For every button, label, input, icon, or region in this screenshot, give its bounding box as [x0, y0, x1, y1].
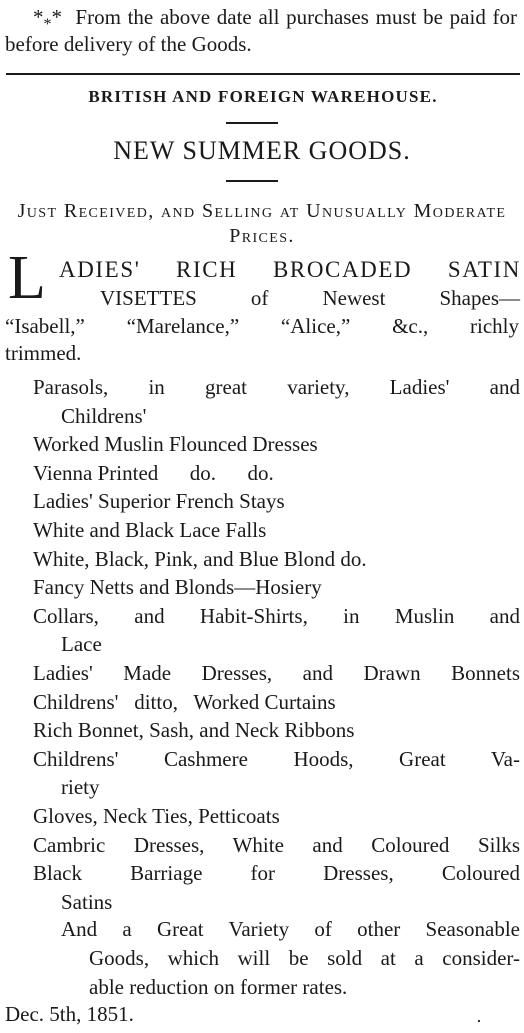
list-item — [33, 716, 520, 745]
drop-cap: L — [8, 244, 46, 312]
list-item-continuation: riety — [61, 775, 100, 800]
list-item-text: Fancy Netts and Blonds—Hosiery — [33, 575, 322, 600]
asterisk-mark-low: * — [43, 16, 52, 34]
closing-line: And a Great Variety of other Seasonable — [61, 917, 520, 941]
list-item-text: Ladies' Superior French Stays — [33, 489, 285, 514]
date-line: Dec. 5th, 1851. — [5, 1002, 134, 1026]
closing-line: able reduction on former rates. — [89, 975, 348, 999]
lead-line: trimmed. — [5, 341, 82, 365]
asterisk-mark: * — [33, 5, 44, 29]
list-item-text: Childrens' Cashmere Hoods, Great Va- — [33, 746, 520, 771]
list-item-continuation: Satins — [61, 889, 113, 914]
list-item-text: White, Black, Pink, and Blue Blond do. — [33, 546, 367, 571]
short-divider — [226, 180, 278, 182]
list-item — [33, 430, 520, 459]
lead-line: VISETTES of Newest Shapes— — [100, 286, 520, 310]
list-item — [33, 602, 520, 659]
list-item-text: Ladies' Made Dresses, and Drawn Bonnets — [33, 660, 520, 685]
payment-notice — [5, 4, 517, 58]
payment-notice-text: From the above date all purchases must be paid for before delivery of the Goods. — [5, 5, 518, 56]
print-speck — [478, 1020, 480, 1022]
list-item — [33, 516, 520, 545]
goods-list — [0, 373, 524, 916]
list-item-text: Cambric Dresses, White and Coloured Silks — [33, 832, 520, 857]
page-title: NEW SUMMER GOODS. — [113, 136, 411, 165]
list-item — [33, 859, 520, 916]
lead-line: “Isabell,” “Marelance,” “Alice,” &c., richly — [5, 314, 519, 338]
lead-line: ADIES' RICH BROCADED SATIN — [59, 257, 521, 282]
list-item — [33, 659, 520, 688]
asterisk-mark: * — [51, 5, 62, 29]
short-divider — [226, 122, 278, 124]
list-item — [33, 487, 520, 516]
list-item — [33, 373, 520, 430]
list-item-text: Worked Muslin Flounced Dresses — [33, 432, 318, 457]
list-item-text: Rich Bonnet, Sash, and Neck Ribbons — [33, 718, 355, 743]
list-item — [33, 802, 520, 831]
list-item — [33, 573, 520, 602]
list-item — [33, 831, 520, 860]
list-item — [33, 688, 520, 717]
list-item-text: Black Barriage for Dresses, Coloured — [33, 861, 520, 886]
list-item-text: Childrens' ditto, Worked Curtains — [33, 689, 336, 714]
list-item-text: Collars, and Habit-Shirts, in Muslin and — [33, 603, 520, 628]
list-item-continuation: Childrens' — [61, 403, 147, 428]
list-item — [33, 545, 520, 574]
list-item-text: Gloves, Neck Ties, Petticoats — [33, 803, 280, 828]
list-item-text: Parasols, in great variety, Ladies' and — [33, 375, 520, 399]
warehouse-heading: BRITISH AND FOREIGN WAREHOUSE. — [88, 87, 438, 106]
list-item-text: Vienna Printed do. do. — [33, 460, 274, 485]
subtitle: Just Received, and Selling at Unusually Moderate Prices. — [17, 200, 507, 247]
list-item — [33, 459, 520, 488]
closing-paragraph — [61, 915, 520, 1002]
section-divider — [6, 73, 520, 75]
closing-line: Goods, which will be sold at a consider- — [89, 946, 520, 970]
list-item-text: White and Black Lace Falls — [33, 517, 267, 542]
list-item — [33, 745, 520, 802]
list-item-continuation: Lace — [61, 632, 102, 657]
